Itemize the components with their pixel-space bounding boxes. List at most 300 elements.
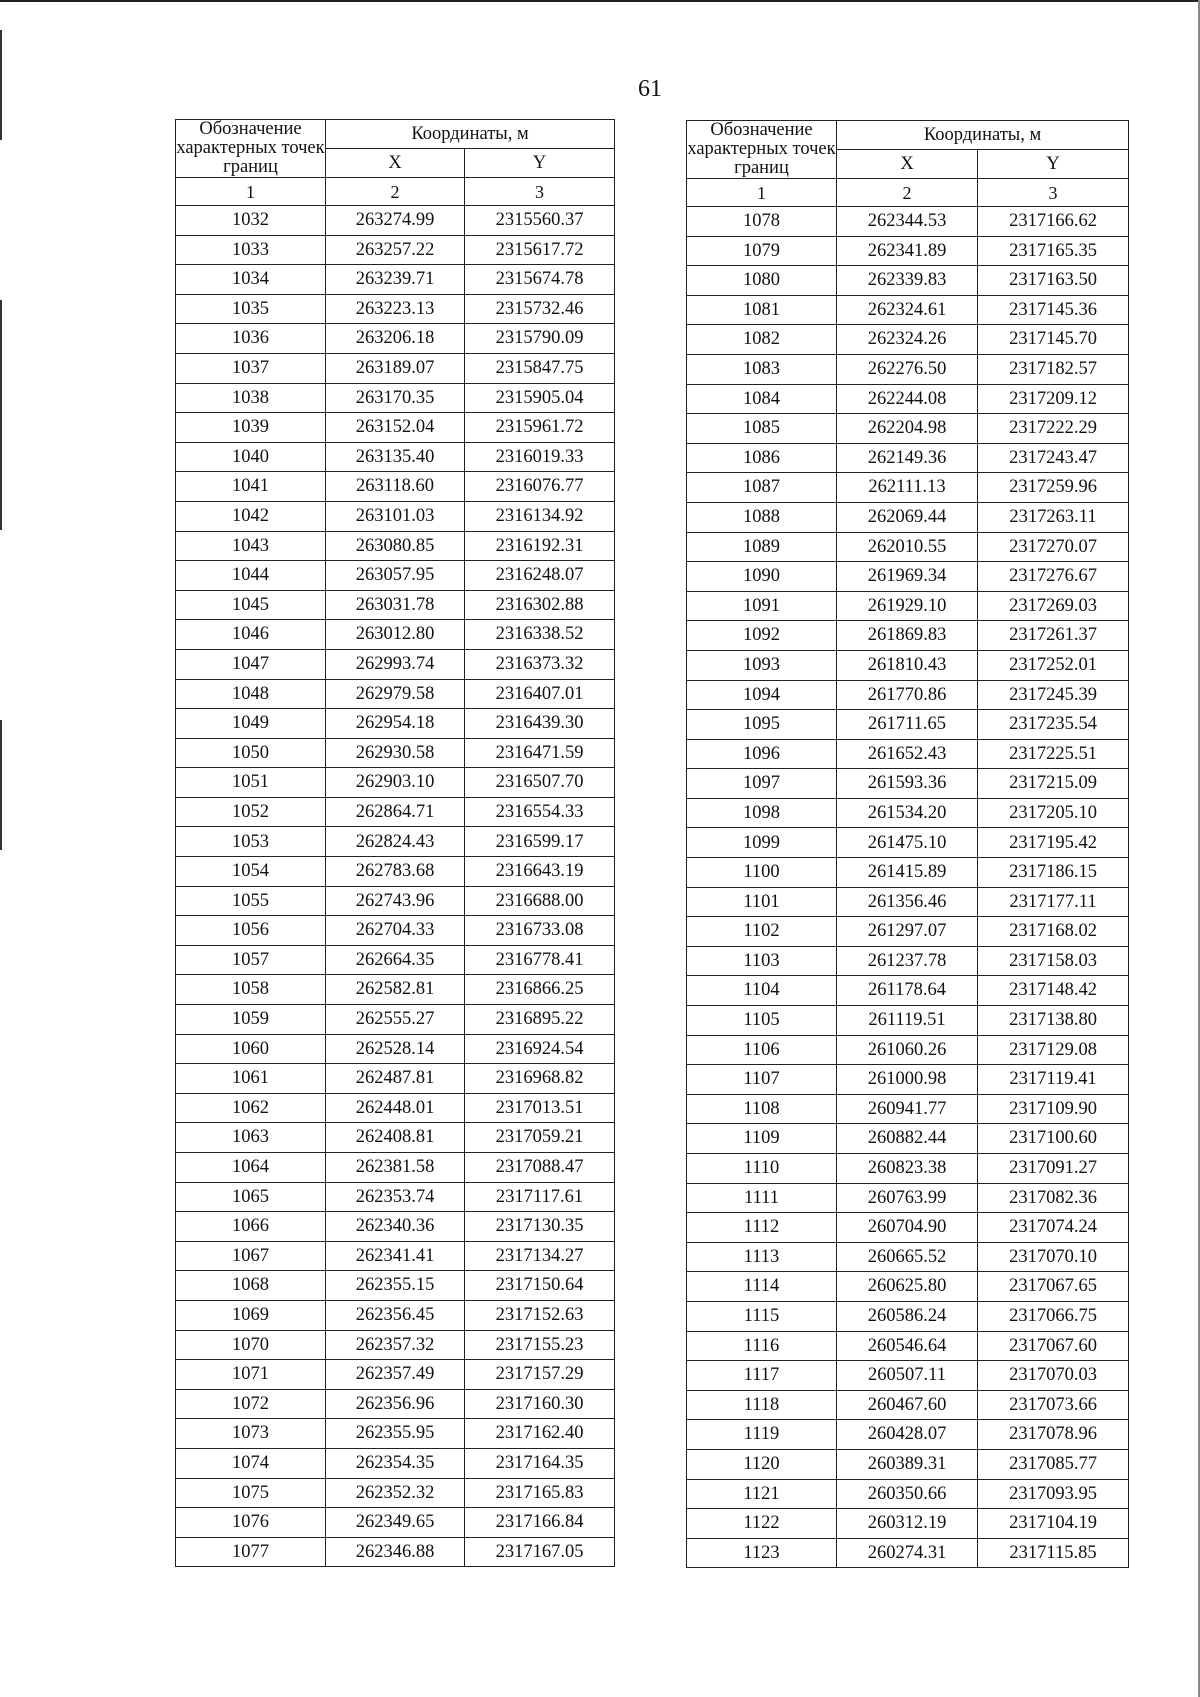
- point-id-cell: 1076: [176, 1508, 326, 1538]
- y-coordinate-cell: 2317209.12: [978, 384, 1129, 414]
- y-coordinate-cell: 2316076.77: [465, 472, 615, 502]
- y-coordinate-cell: 2317152.63: [465, 1300, 615, 1330]
- y-coordinate-cell: 2316373.32: [465, 649, 615, 679]
- x-coordinate-cell: 263239.71: [326, 265, 465, 295]
- point-id-cell: 1062: [176, 1093, 326, 1123]
- table-row: [176, 353, 615, 383]
- x-coordinate-cell: 260941.77: [837, 1094, 978, 1124]
- y-coordinate-cell: 2316554.33: [465, 797, 615, 827]
- x-coordinate-cell: 262149.36: [837, 443, 978, 473]
- x-coordinate-cell: 262340.36: [326, 1212, 465, 1242]
- table-row: [176, 1389, 615, 1419]
- table-row: [176, 413, 615, 443]
- table-row: [687, 1065, 1129, 1095]
- y-coordinate-cell: 2317162.40: [465, 1419, 615, 1449]
- table-row: [176, 383, 615, 413]
- table-row: [687, 384, 1129, 414]
- table-row: [687, 532, 1129, 562]
- x-coordinate-cell: 262930.58: [326, 738, 465, 768]
- x-coordinate-cell: 261237.78: [837, 946, 978, 976]
- y-coordinate-cell: 2317166.62: [978, 207, 1129, 237]
- y-coordinate-cell: 2316643.19: [465, 857, 615, 887]
- table-row: [176, 1064, 615, 1094]
- y-coordinate-cell: 2317085.77: [978, 1449, 1129, 1479]
- x-coordinate-cell: 262824.43: [326, 827, 465, 857]
- table-row: [176, 561, 615, 591]
- point-id-cell: 1098: [687, 798, 837, 828]
- table-row: [176, 1537, 615, 1567]
- table-row: [687, 1213, 1129, 1243]
- table-row: [687, 887, 1129, 917]
- table-row: [687, 1006, 1129, 1036]
- y-coordinate-cell: 2316778.41: [465, 945, 615, 975]
- y-coordinate-cell: 2317104.19: [978, 1509, 1129, 1539]
- y-coordinate-cell: 2317165.83: [465, 1478, 615, 1508]
- table-row: [176, 945, 615, 975]
- x-coordinate-cell: 262324.26: [837, 325, 978, 355]
- x-coordinate-cell: 263012.80: [326, 620, 465, 650]
- y-coordinate-cell: 2317013.51: [465, 1093, 615, 1123]
- y-coordinate-cell: 2317167.05: [465, 1537, 615, 1567]
- table-row: [687, 650, 1129, 680]
- y-coordinate-cell: 2317186.15: [978, 858, 1129, 888]
- y-coordinate-cell: 2317235.54: [978, 710, 1129, 740]
- point-id-cell: 1111: [687, 1183, 837, 1213]
- point-id-cell: 1109: [687, 1124, 837, 1154]
- x-coordinate-cell: 261711.65: [837, 710, 978, 740]
- x-coordinate-cell: 262864.71: [326, 797, 465, 827]
- y-coordinate-cell: 2317148.42: [978, 976, 1129, 1006]
- table-row: [176, 1448, 615, 1478]
- table-row: [687, 739, 1129, 769]
- table-row: [176, 886, 615, 916]
- table-row: [687, 1124, 1129, 1154]
- table-row: [687, 828, 1129, 858]
- table-row: [687, 473, 1129, 503]
- table-row: [687, 295, 1129, 325]
- table-row: [687, 710, 1129, 740]
- point-id-cell: 1047: [176, 649, 326, 679]
- table-row: [176, 620, 615, 650]
- x-coordinate-cell: 262664.35: [326, 945, 465, 975]
- point-id-cell: 1103: [687, 946, 837, 976]
- point-id-cell: 1112: [687, 1213, 837, 1243]
- table-row: [176, 442, 615, 472]
- point-id-cell: 1093: [687, 650, 837, 680]
- x-coordinate-cell: 263257.22: [326, 235, 465, 265]
- table-row: [176, 531, 615, 561]
- y-coordinate-cell: 2316439.30: [465, 709, 615, 739]
- x-coordinate-cell: 260823.38: [837, 1154, 978, 1184]
- x-coordinate-cell: 260586.24: [837, 1301, 978, 1331]
- table-row: [176, 1093, 615, 1123]
- y-header: Y: [465, 149, 615, 178]
- y-coordinate-cell: 2317134.27: [465, 1241, 615, 1271]
- y-coordinate-cell: 2317252.01: [978, 650, 1129, 680]
- y-coordinate-cell: 2315905.04: [465, 383, 615, 413]
- y-coordinate-cell: 2317160.30: [465, 1389, 615, 1419]
- x-coordinate-cell: 262339.83: [837, 266, 978, 296]
- point-id-cell: 1070: [176, 1330, 326, 1360]
- y-coordinate-cell: 2317215.09: [978, 769, 1129, 799]
- x-coordinate-cell: 263274.99: [326, 206, 465, 236]
- point-id-cell: 1115: [687, 1301, 837, 1331]
- point-id-cell: 1034: [176, 265, 326, 295]
- point-id-cell: 1084: [687, 384, 837, 414]
- x-coordinate-cell: 261297.07: [837, 917, 978, 947]
- point-id-cell: 1051: [176, 768, 326, 798]
- table-row: [687, 798, 1129, 828]
- x-coordinate-cell: 262324.61: [837, 295, 978, 325]
- point-id-cell: 1074: [176, 1448, 326, 1478]
- table-row: [176, 1005, 615, 1035]
- table-row: [176, 1271, 615, 1301]
- column-number: 3: [978, 179, 1129, 207]
- designation-header: Обозначение характерных точек границ: [176, 119, 325, 177]
- y-coordinate-cell: 2317195.42: [978, 828, 1129, 858]
- point-id-cell: 1117: [687, 1361, 837, 1391]
- point-id-cell: 1052: [176, 797, 326, 827]
- scan-mark: [0, 720, 2, 850]
- x-coordinate-cell: 262704.33: [326, 916, 465, 946]
- y-coordinate-cell: 2316302.88: [465, 590, 615, 620]
- x-header: X: [326, 149, 465, 178]
- point-id-cell: 1054: [176, 857, 326, 887]
- x-coordinate-cell: 263170.35: [326, 383, 465, 413]
- point-id-cell: 1106: [687, 1035, 837, 1065]
- table-row: [176, 294, 615, 324]
- table-row: [176, 1300, 615, 1330]
- point-id-cell: 1067: [176, 1241, 326, 1271]
- x-coordinate-cell: 262111.13: [837, 473, 978, 503]
- y-coordinate-cell: 2317093.95: [978, 1479, 1129, 1509]
- point-id-cell: 1119: [687, 1420, 837, 1450]
- x-coordinate-cell: 262357.49: [326, 1360, 465, 1390]
- table-row: [687, 562, 1129, 592]
- x-coordinate-cell: 262979.58: [326, 679, 465, 709]
- x-coordinate-cell: 261356.46: [837, 887, 978, 917]
- y-coordinate-cell: 2317067.65: [978, 1272, 1129, 1302]
- point-id-cell: 1090: [687, 562, 837, 592]
- table-row: [687, 591, 1129, 621]
- x-coordinate-cell: 260350.66: [837, 1479, 978, 1509]
- x-coordinate-cell: 260704.90: [837, 1213, 978, 1243]
- point-id-cell: 1063: [176, 1123, 326, 1153]
- y-coordinate-cell: 2317059.21: [465, 1123, 615, 1153]
- point-id-cell: 1079: [687, 236, 837, 266]
- point-id-cell: 1113: [687, 1242, 837, 1272]
- x-coordinate-cell: 262341.41: [326, 1241, 465, 1271]
- point-id-cell: 1088: [687, 502, 837, 532]
- x-header: X: [837, 150, 978, 179]
- point-id-cell: 1064: [176, 1153, 326, 1183]
- point-id-cell: 1095: [687, 710, 837, 740]
- y-coordinate-cell: 2316924.54: [465, 1034, 615, 1064]
- x-coordinate-cell: 263135.40: [326, 442, 465, 472]
- x-coordinate-cell: 260763.99: [837, 1183, 978, 1213]
- table-row: [687, 354, 1129, 384]
- x-coordinate-cell: 262356.45: [326, 1300, 465, 1330]
- table-row: [176, 1419, 615, 1449]
- y-coordinate-cell: 2317158.03: [978, 946, 1129, 976]
- table-row: [687, 1272, 1129, 1302]
- table-row: [176, 1360, 615, 1390]
- point-id-cell: 1035: [176, 294, 326, 324]
- table-row: [176, 501, 615, 531]
- x-coordinate-cell: 262276.50: [837, 354, 978, 384]
- table-row: [687, 680, 1129, 710]
- point-id-cell: 1053: [176, 827, 326, 857]
- y-coordinate-cell: 2317145.36: [978, 295, 1129, 325]
- y-coordinate-cell: 2317276.67: [978, 562, 1129, 592]
- scan-mark: [0, 300, 2, 530]
- column-number: 2: [837, 179, 978, 207]
- point-id-cell: 1036: [176, 324, 326, 354]
- x-coordinate-cell: 263080.85: [326, 531, 465, 561]
- x-coordinate-cell: 261178.64: [837, 976, 978, 1006]
- y-coordinate-cell: 2315560.37: [465, 206, 615, 236]
- x-coordinate-cell: 263152.04: [326, 413, 465, 443]
- x-coordinate-cell: 261475.10: [837, 828, 978, 858]
- x-coordinate-cell: 261652.43: [837, 739, 978, 769]
- x-coordinate-cell: 262993.74: [326, 649, 465, 679]
- y-coordinate-cell: 2316866.25: [465, 975, 615, 1005]
- table-row: [687, 858, 1129, 888]
- x-coordinate-cell: 262346.88: [326, 1537, 465, 1567]
- table-row: [687, 325, 1129, 355]
- table-row: [687, 1538, 1129, 1568]
- table-row: [176, 590, 615, 620]
- point-id-cell: 1096: [687, 739, 837, 769]
- point-id-cell: 1066: [176, 1212, 326, 1242]
- y-coordinate-cell: 2316968.82: [465, 1064, 615, 1094]
- x-coordinate-cell: 261415.89: [837, 858, 978, 888]
- y-coordinate-cell: 2317177.11: [978, 887, 1129, 917]
- point-id-cell: 1100: [687, 858, 837, 888]
- table-row: [687, 1331, 1129, 1361]
- point-id-cell: 1033: [176, 235, 326, 265]
- point-id-cell: 1091: [687, 591, 837, 621]
- x-coordinate-cell: 263206.18: [326, 324, 465, 354]
- y-coordinate-cell: 2317115.85: [978, 1538, 1129, 1568]
- x-coordinate-cell: 262352.32: [326, 1478, 465, 1508]
- point-id-cell: 1108: [687, 1094, 837, 1124]
- y-coordinate-cell: 2317263.11: [978, 502, 1129, 532]
- table-row: [687, 1183, 1129, 1213]
- x-coordinate-cell: 262555.27: [326, 1005, 465, 1035]
- y-coordinate-cell: 2317088.47: [465, 1153, 615, 1183]
- y-coordinate-cell: 2317155.23: [465, 1330, 615, 1360]
- table-row: [176, 1153, 615, 1183]
- x-coordinate-cell: 262408.81: [326, 1123, 465, 1153]
- table-row: [687, 1449, 1129, 1479]
- table-row: [687, 207, 1129, 237]
- point-id-cell: 1102: [687, 917, 837, 947]
- y-coordinate-cell: 2317157.29: [465, 1360, 615, 1390]
- x-coordinate-cell: 262244.08: [837, 384, 978, 414]
- y-coordinate-cell: 2316248.07: [465, 561, 615, 591]
- x-coordinate-cell: 262783.68: [326, 857, 465, 887]
- point-id-cell: 1120: [687, 1449, 837, 1479]
- y-coordinate-cell: 2317130.35: [465, 1212, 615, 1242]
- y-coordinate-cell: 2317145.70: [978, 325, 1129, 355]
- y-coordinate-cell: 2316895.22: [465, 1005, 615, 1035]
- point-id-cell: 1107: [687, 1065, 837, 1095]
- table-row: [176, 827, 615, 857]
- x-coordinate-cell: 260507.11: [837, 1361, 978, 1391]
- point-id-cell: 1122: [687, 1509, 837, 1539]
- x-coordinate-cell: 262069.44: [837, 502, 978, 532]
- y-coordinate-cell: 2316338.52: [465, 620, 615, 650]
- table-row: [687, 1035, 1129, 1065]
- y-coordinate-cell: 2316471.59: [465, 738, 615, 768]
- page-top-edge: [0, 0, 1200, 2]
- point-id-cell: 1046: [176, 620, 326, 650]
- x-coordinate-cell: 263101.03: [326, 501, 465, 531]
- point-id-cell: 1081: [687, 295, 837, 325]
- point-id-cell: 1050: [176, 738, 326, 768]
- point-id-cell: 1082: [687, 325, 837, 355]
- point-id-cell: 1097: [687, 769, 837, 799]
- point-id-cell: 1044: [176, 561, 326, 591]
- x-coordinate-cell: 262357.32: [326, 1330, 465, 1360]
- point-id-cell: 1048: [176, 679, 326, 709]
- x-coordinate-cell: 261969.34: [837, 562, 978, 592]
- y-coordinate-cell: 2317168.02: [978, 917, 1129, 947]
- x-coordinate-cell: 261929.10: [837, 591, 978, 621]
- table-row: [687, 414, 1129, 444]
- x-coordinate-cell: 260882.44: [837, 1124, 978, 1154]
- coordinates-table-left: [175, 119, 615, 1567]
- point-id-cell: 1068: [176, 1271, 326, 1301]
- x-coordinate-cell: 260428.07: [837, 1420, 978, 1450]
- y-coordinate-cell: 2317259.96: [978, 473, 1129, 503]
- designation-header: Обозначение характерных точек границ: [687, 120, 836, 178]
- point-id-cell: 1083: [687, 354, 837, 384]
- y-coordinate-cell: 2317163.50: [978, 266, 1129, 296]
- point-id-cell: 1061: [176, 1064, 326, 1094]
- coordinates-header: Координаты, м: [837, 121, 1129, 150]
- x-coordinate-cell: 262448.01: [326, 1093, 465, 1123]
- column-number: 3: [465, 178, 615, 206]
- y-coordinate-cell: 2316599.17: [465, 827, 615, 857]
- y-coordinate-cell: 2316733.08: [465, 916, 615, 946]
- y-header: Y: [978, 150, 1129, 179]
- x-coordinate-cell: 260274.31: [837, 1538, 978, 1568]
- y-coordinate-cell: 2315617.72: [465, 235, 615, 265]
- y-coordinate-cell: 2317078.96: [978, 1420, 1129, 1450]
- x-coordinate-cell: 262204.98: [837, 414, 978, 444]
- x-coordinate-cell: 262903.10: [326, 768, 465, 798]
- x-coordinate-cell: 262743.96: [326, 886, 465, 916]
- point-id-cell: 1087: [687, 473, 837, 503]
- table-row: [176, 1123, 615, 1153]
- column-number: 1: [687, 179, 837, 207]
- point-id-cell: 1056: [176, 916, 326, 946]
- table-row: [176, 1182, 615, 1212]
- y-coordinate-cell: 2317109.90: [978, 1094, 1129, 1124]
- y-coordinate-cell: 2315961.72: [465, 413, 615, 443]
- point-id-cell: 1086: [687, 443, 837, 473]
- point-id-cell: 1121: [687, 1479, 837, 1509]
- y-coordinate-cell: 2317117.61: [465, 1182, 615, 1212]
- y-coordinate-cell: 2317138.80: [978, 1006, 1129, 1036]
- y-coordinate-cell: 2317119.41: [978, 1065, 1129, 1095]
- table-row: [687, 1420, 1129, 1450]
- table-row: [176, 768, 615, 798]
- x-coordinate-cell: 263223.13: [326, 294, 465, 324]
- point-id-cell: 1039: [176, 413, 326, 443]
- x-coordinate-cell: 263031.78: [326, 590, 465, 620]
- coordinates-header: Координаты, м: [326, 120, 615, 149]
- y-coordinate-cell: 2316507.70: [465, 768, 615, 798]
- point-id-cell: 1077: [176, 1537, 326, 1567]
- x-coordinate-cell: 262582.81: [326, 975, 465, 1005]
- y-coordinate-cell: 2317150.64: [465, 1271, 615, 1301]
- point-id-cell: 1118: [687, 1390, 837, 1420]
- x-coordinate-cell: 262487.81: [326, 1064, 465, 1094]
- y-coordinate-cell: 2316192.31: [465, 531, 615, 561]
- y-coordinate-cell: 2317261.37: [978, 621, 1129, 651]
- table-row: [176, 1330, 615, 1360]
- point-id-cell: 1058: [176, 975, 326, 1005]
- x-coordinate-cell: 261060.26: [837, 1035, 978, 1065]
- y-coordinate-cell: 2317091.27: [978, 1154, 1129, 1184]
- y-coordinate-cell: 2315790.09: [465, 324, 615, 354]
- column-number: 1: [176, 178, 326, 206]
- x-coordinate-cell: 261770.86: [837, 680, 978, 710]
- y-coordinate-cell: 2317182.57: [978, 354, 1129, 384]
- table-row: [687, 1242, 1129, 1272]
- x-coordinate-cell: 261593.36: [837, 769, 978, 799]
- x-coordinate-cell: 262344.53: [837, 207, 978, 237]
- table-row: [687, 769, 1129, 799]
- point-id-cell: 1104: [687, 976, 837, 1006]
- point-id-cell: 1071: [176, 1360, 326, 1390]
- table-row: [176, 472, 615, 502]
- y-coordinate-cell: 2317100.60: [978, 1124, 1129, 1154]
- point-id-cell: 1055: [176, 886, 326, 916]
- point-id-cell: 1045: [176, 590, 326, 620]
- table-row: [687, 266, 1129, 296]
- y-coordinate-cell: 2317164.35: [465, 1448, 615, 1478]
- point-id-cell: 1078: [687, 207, 837, 237]
- table-row: [176, 797, 615, 827]
- table-row: [176, 206, 615, 236]
- y-coordinate-cell: 2316134.92: [465, 501, 615, 531]
- point-id-cell: 1075: [176, 1478, 326, 1508]
- x-coordinate-cell: 262341.89: [837, 236, 978, 266]
- y-coordinate-cell: 2316407.01: [465, 679, 615, 709]
- point-id-cell: 1123: [687, 1538, 837, 1568]
- table-row: [687, 1301, 1129, 1331]
- point-id-cell: 1042: [176, 501, 326, 531]
- table-row: [687, 1361, 1129, 1391]
- y-coordinate-cell: 2317270.07: [978, 532, 1129, 562]
- y-coordinate-cell: 2315847.75: [465, 353, 615, 383]
- x-coordinate-cell: 262010.55: [837, 532, 978, 562]
- x-coordinate-cell: 261534.20: [837, 798, 978, 828]
- table-row: [176, 857, 615, 887]
- x-coordinate-cell: 262349.65: [326, 1508, 465, 1538]
- coordinates-table-right: [686, 120, 1129, 1568]
- point-id-cell: 1116: [687, 1331, 837, 1361]
- table-row: [687, 443, 1129, 473]
- y-coordinate-cell: 2315674.78: [465, 265, 615, 295]
- x-coordinate-cell: 260312.19: [837, 1509, 978, 1539]
- table-row: [687, 1154, 1129, 1184]
- table-row: [687, 502, 1129, 532]
